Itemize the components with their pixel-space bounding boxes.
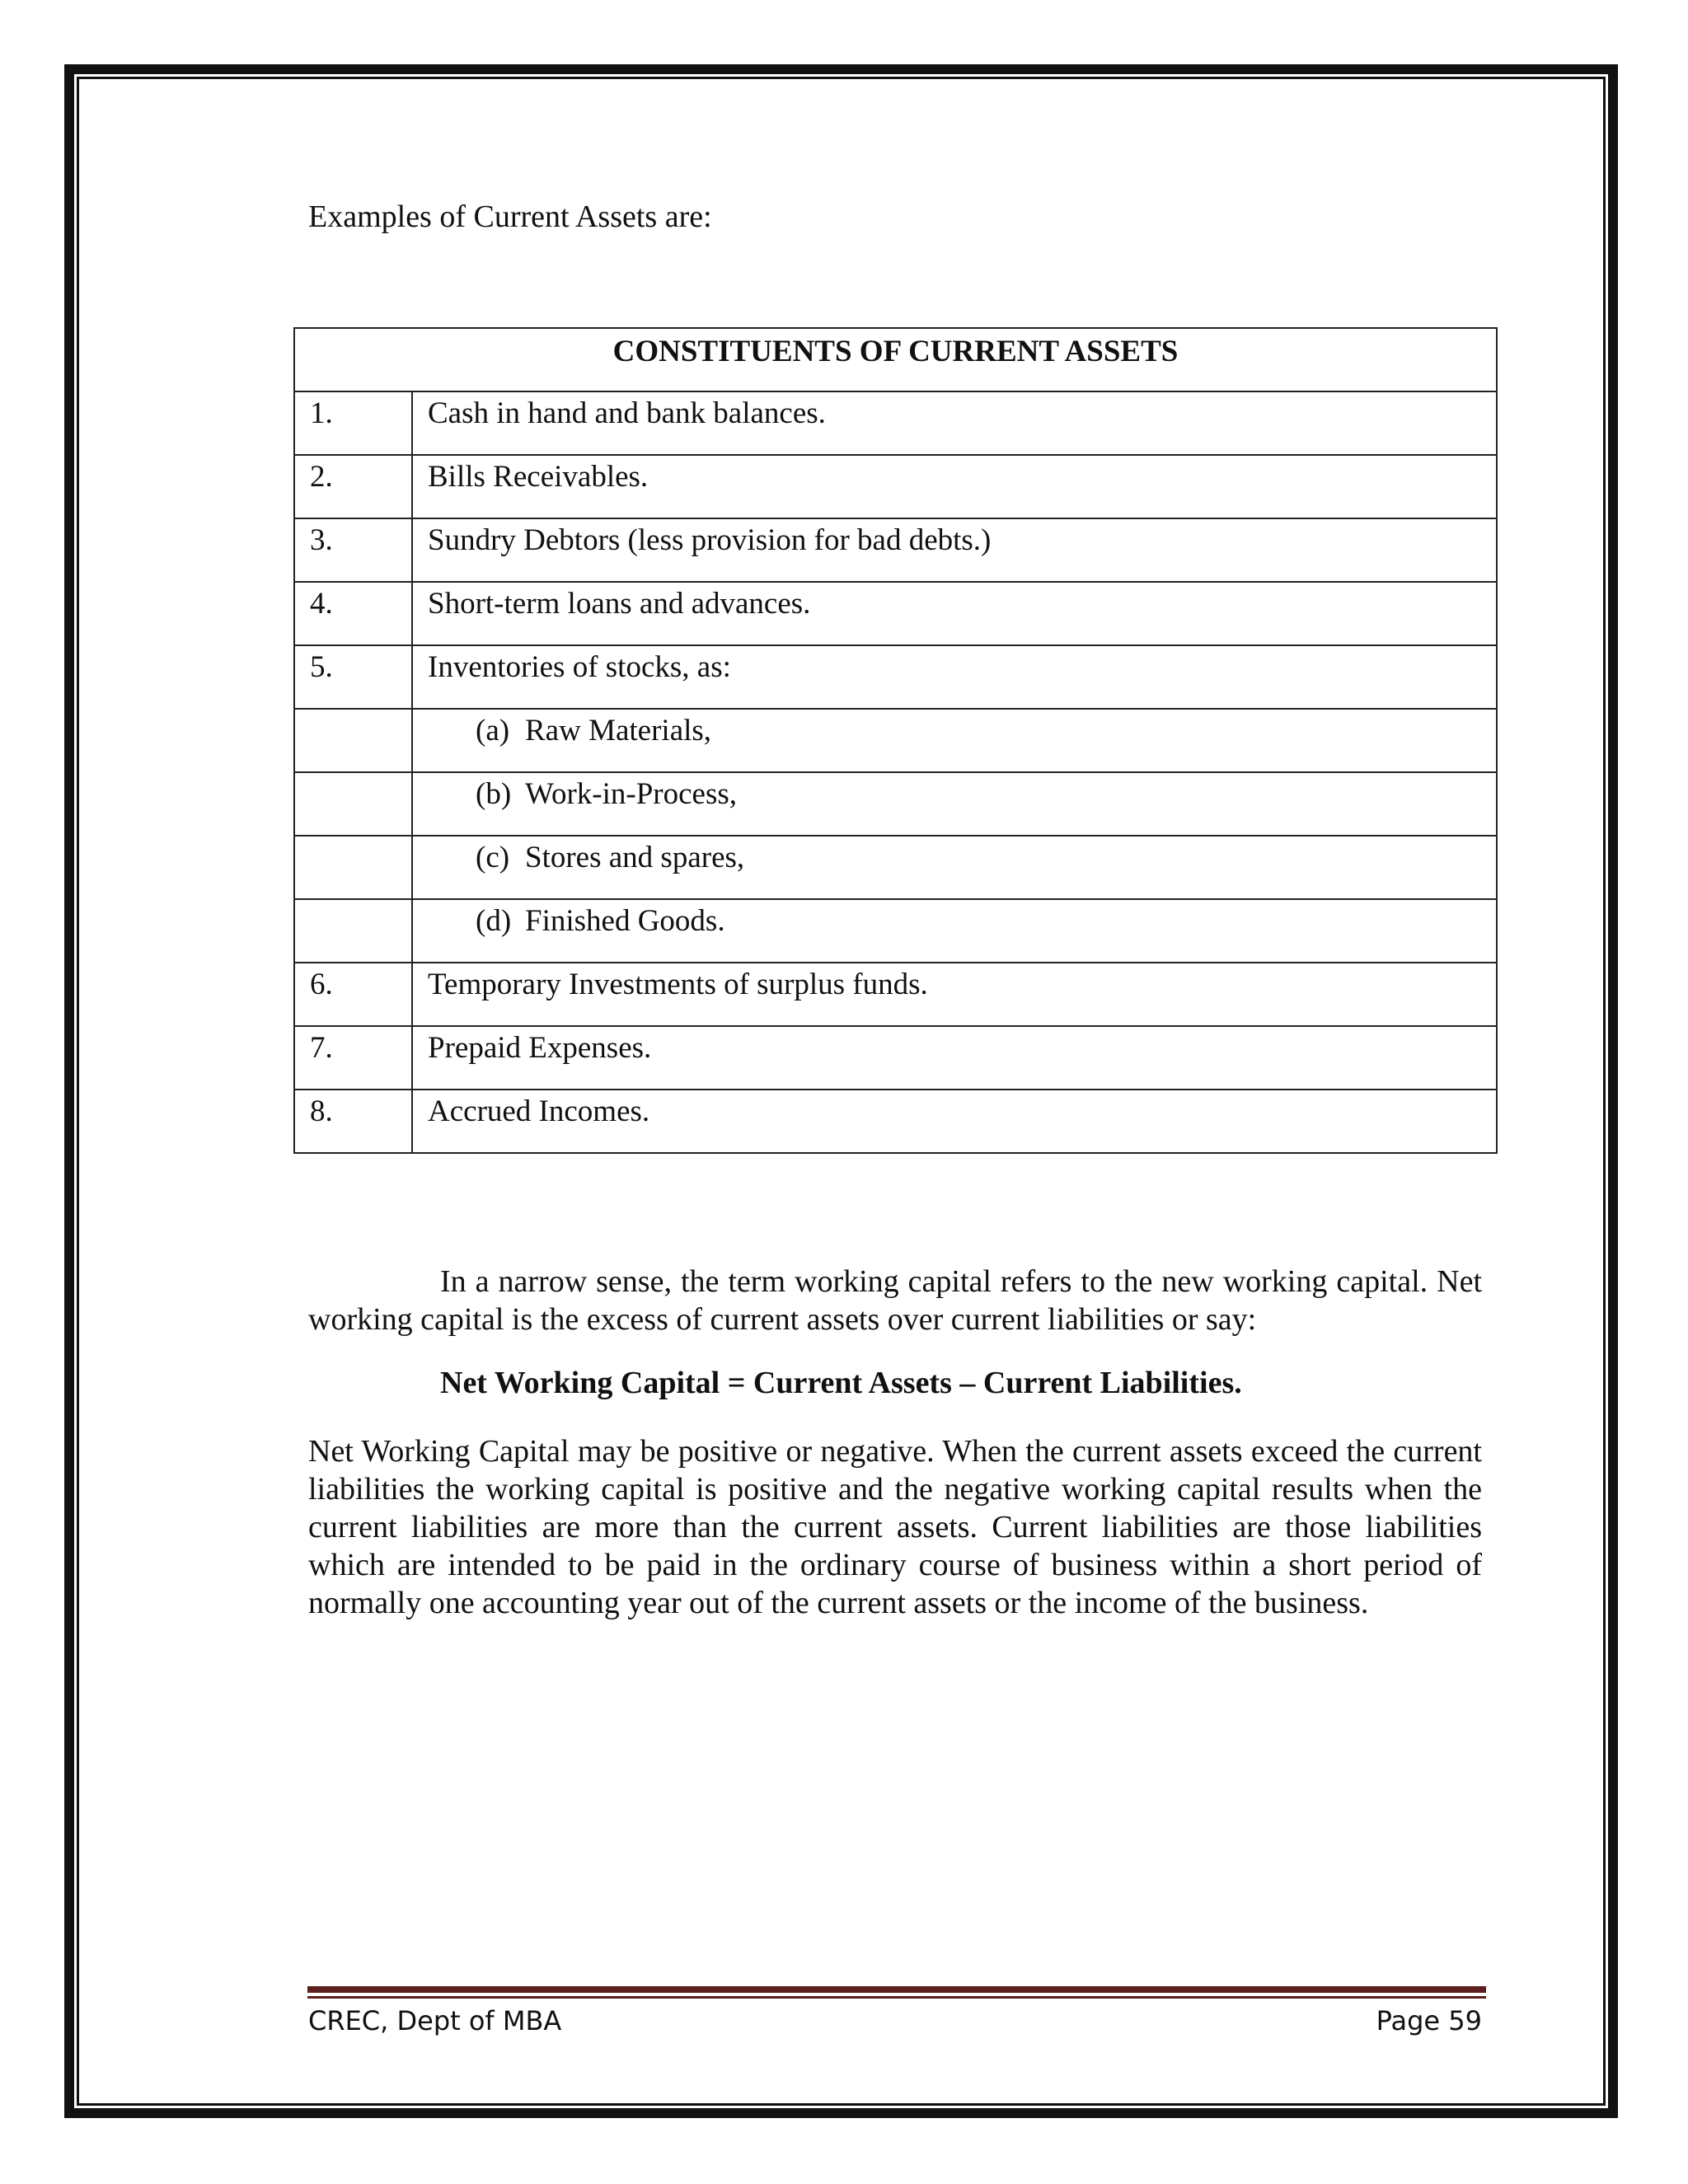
table-row xyxy=(294,582,1497,645)
table-row xyxy=(294,1026,1497,1090)
row-sub-text xyxy=(412,709,1497,772)
paragraph-working-capital: In a narrow sense, the term working capital refers to the new working capital. Net working capital is the excess of current assets over current liabilities or say: xyxy=(308,1264,1482,1337)
current-assets-table xyxy=(293,327,1498,1154)
row-sub-text xyxy=(412,836,1497,899)
row-number: 4. xyxy=(294,582,412,645)
sub-item-letter: (d) xyxy=(476,904,512,938)
row-number-empty xyxy=(294,772,412,836)
sub-item-text: Raw Materials, xyxy=(525,714,712,748)
row-number: 7. xyxy=(294,1026,412,1090)
row-number-empty xyxy=(294,899,412,963)
row-text: Short-term loans and advances. xyxy=(412,582,1497,645)
table-row-sub xyxy=(294,709,1497,772)
footer-department: CREC, Dept of MBA xyxy=(308,2005,562,2036)
footer-rule-thin xyxy=(307,1996,1486,1999)
row-number: 5. xyxy=(294,645,412,709)
row-number: 3. xyxy=(294,518,412,582)
row-text: Sundry Debtors (less provision for bad debts.) xyxy=(412,518,1497,582)
footer-rule xyxy=(307,1986,1486,1993)
row-number-empty xyxy=(294,709,412,772)
row-sub-text xyxy=(412,772,1497,836)
table-row xyxy=(294,645,1497,709)
sub-item-letter: (b) xyxy=(476,777,512,811)
row-number: 1. xyxy=(294,391,412,455)
intro-text: Examples of Current Assets are: xyxy=(308,199,712,234)
row-text: Temporary Investments of surplus funds. xyxy=(412,963,1497,1026)
paragraph-net-working-capital: Net Working Capital may be positive or negative. When the current assets exceed the current liabilities the working capital is positive and the negative working capital results when the current liabilities are more than the current assets. Current liabilities are those liabilities which are intended to be paid in the ordinary course of business within a short period of normally one accounting year out of the current assets or the income of the business. xyxy=(308,1434,1482,1620)
sub-item-text: Finished Goods. xyxy=(525,904,725,938)
row-number: 6. xyxy=(294,963,412,1026)
table-row-sub xyxy=(294,772,1497,836)
table-row-sub xyxy=(294,836,1497,899)
table-header-row xyxy=(294,328,1497,391)
row-text: Prepaid Expenses. xyxy=(412,1026,1497,1090)
sub-item-letter: (a) xyxy=(476,714,510,748)
row-sub-text xyxy=(412,899,1497,963)
table-row xyxy=(294,518,1497,582)
row-text: Cash in hand and bank balances. xyxy=(412,391,1497,455)
sub-item-letter: (c) xyxy=(476,841,510,874)
row-text: Accrued Incomes. xyxy=(412,1090,1497,1153)
table-row-sub xyxy=(294,899,1497,963)
table-row xyxy=(294,391,1497,455)
row-number: 8. xyxy=(294,1090,412,1153)
table-title: CONSTITUENTS OF CURRENT ASSETS xyxy=(294,328,1497,391)
table-row xyxy=(294,455,1497,518)
table-row xyxy=(294,963,1497,1026)
row-text: Inventories of stocks, as: xyxy=(412,645,1497,709)
sub-item-text: Stores and spares, xyxy=(525,841,745,874)
row-number: 2. xyxy=(294,455,412,518)
sub-item-text: Work-in-Process, xyxy=(525,777,737,811)
footer-page-number: Page 59 xyxy=(1376,2005,1482,2036)
table-row xyxy=(294,1090,1497,1153)
row-text: Bills Receivables. xyxy=(412,455,1497,518)
row-number-empty xyxy=(294,836,412,899)
net-working-capital-formula: Net Working Capital = Current Assets – Current Liabilities. xyxy=(440,1366,1242,1400)
